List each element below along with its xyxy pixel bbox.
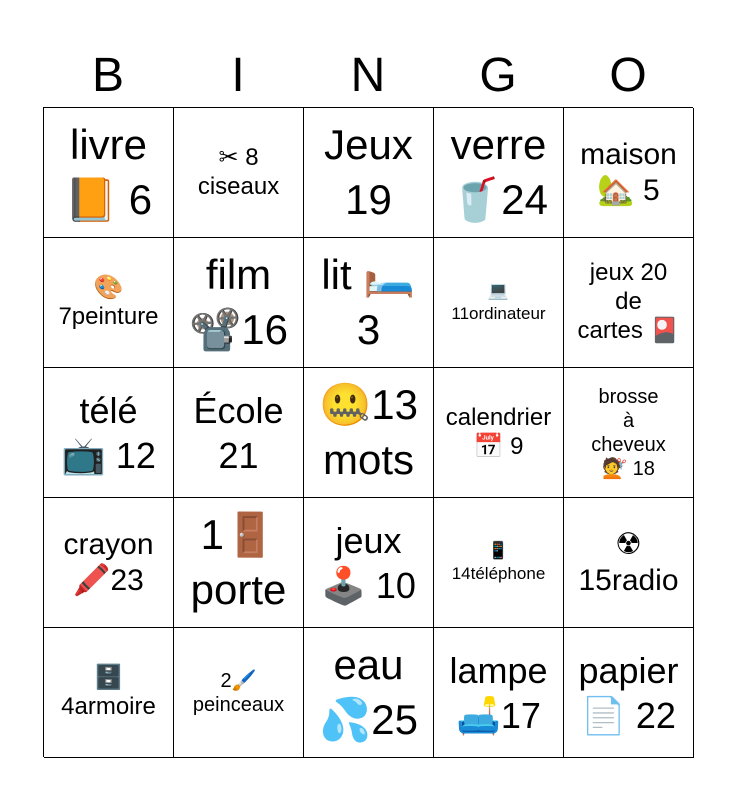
bingo-cell-text: lampe 🛋️17 xyxy=(449,649,548,736)
header-letter-b: B xyxy=(91,49,124,102)
bingo-cell-text: lit 🛏️ 3 xyxy=(321,250,416,353)
bingo-cell[interactable] xyxy=(434,628,564,758)
bingo-cell-text: film 📽️16 xyxy=(188,250,288,353)
bingo-cell-text: 💻 11ordinateur xyxy=(451,280,546,323)
bingo-cell[interactable] xyxy=(174,368,304,498)
bingo-cell[interactable] xyxy=(44,498,174,628)
bingo-cell[interactable] xyxy=(434,108,564,238)
bingo-cell[interactable] xyxy=(434,498,564,628)
bingo-cell[interactable] xyxy=(44,628,174,758)
bingo-cell[interactable] xyxy=(304,628,434,758)
bingo-cell[interactable] xyxy=(304,238,434,368)
bingo-cell[interactable] xyxy=(174,238,304,368)
bingo-cell[interactable] xyxy=(304,368,434,498)
bingo-cell[interactable] xyxy=(44,108,174,238)
bingo-cell[interactable] xyxy=(434,368,564,498)
bingo-cell-text: télé 📺 12 xyxy=(61,389,156,476)
bingo-board xyxy=(43,107,693,757)
bingo-cell[interactable] xyxy=(174,628,304,758)
bingo-cell[interactable] xyxy=(174,108,304,238)
bingo-cell-text: 🗄️ 4armoire xyxy=(61,663,156,720)
bingo-cell-text: papier 📄 22 xyxy=(578,649,679,736)
bingo-cell-text: maison 🏡 5 xyxy=(580,137,677,207)
bingo-cell[interactable] xyxy=(44,368,174,498)
bingo-cell[interactable] xyxy=(174,498,304,628)
bingo-cell-text: brosse à cheveux 💇 18 xyxy=(591,385,666,480)
bingo-cell-text: 📱 14téléphone xyxy=(451,540,546,583)
bingo-header xyxy=(43,48,693,104)
bingo-cell[interactable] xyxy=(564,368,694,498)
bingo-cell-text: École 21 xyxy=(193,389,284,476)
bingo-cell-text: livre 📙 6 xyxy=(64,120,153,223)
bingo-cell[interactable] xyxy=(564,628,694,758)
header-letter-i: I xyxy=(231,49,245,102)
bingo-cell-text: crayon 🖍️23 xyxy=(63,527,154,597)
bingo-cell[interactable] xyxy=(44,238,174,368)
bingo-cell[interactable] xyxy=(304,108,434,238)
bingo-cell-text: jeux 🕹️ 10 xyxy=(321,519,416,606)
bingo-cell-text: 🤐13 mots xyxy=(318,380,418,483)
header-letter-g: G xyxy=(479,49,517,102)
bingo-cell[interactable] xyxy=(564,108,694,238)
bingo-cell-text: Jeux 19 xyxy=(324,120,413,223)
bingo-cell-text: ☢ 15radio xyxy=(578,527,679,597)
bingo-cell-text: eau 💦25 xyxy=(318,640,418,743)
bingo-cell[interactable] xyxy=(564,238,694,368)
bingo-cell[interactable] xyxy=(434,238,564,368)
bingo-cell[interactable] xyxy=(304,498,434,628)
header-letter-o: O xyxy=(609,49,647,102)
bingo-cell-text: jeux 20 de cartes 🎴 xyxy=(577,259,680,344)
bingo-cell-text: 1🚪 porte xyxy=(190,510,287,613)
bingo-cell-text: verre 🥤24 xyxy=(448,120,548,223)
header-letter-n: N xyxy=(350,49,386,102)
bingo-cell[interactable] xyxy=(564,498,694,628)
bingo-cell-text: 2🖌️ peinceaux xyxy=(192,669,285,716)
bingo-cell-text: 🎨 7peinture xyxy=(58,273,159,330)
bingo-cell-text: ✂ 8 ciseaux xyxy=(197,143,280,200)
bingo-cell-text: calendrier 📅 9 xyxy=(445,403,552,460)
